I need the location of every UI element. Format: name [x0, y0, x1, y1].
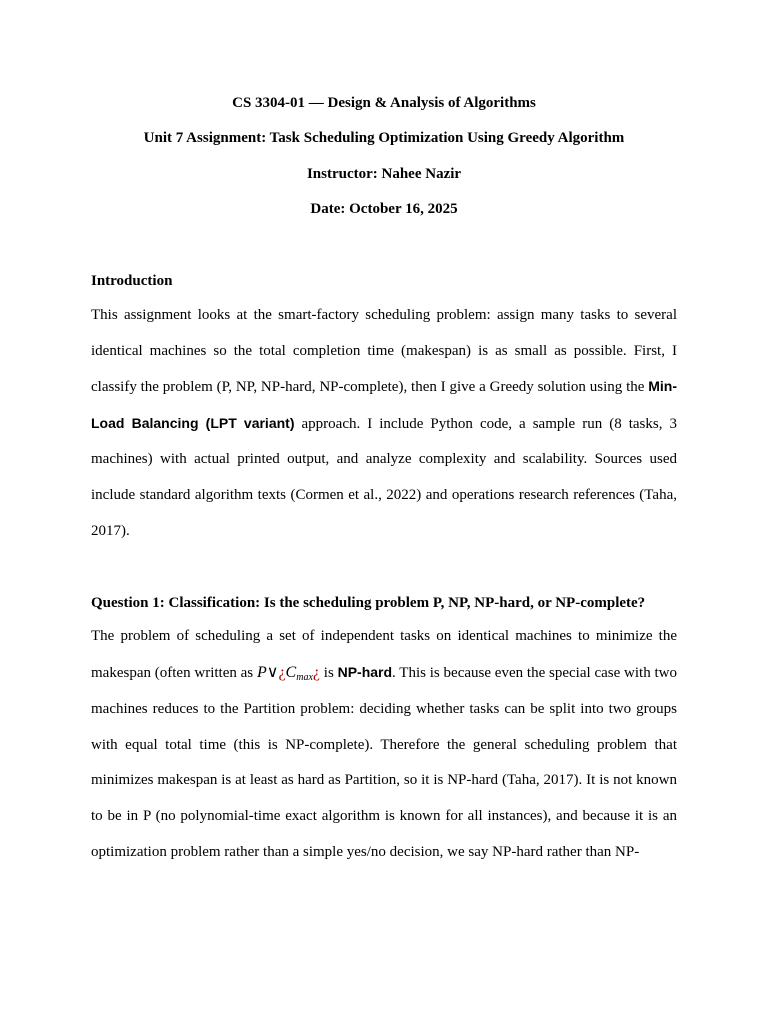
assignment-title: Unit 7 Assignment: Task Scheduling Optimization Using Greedy Algorithm [143, 130, 625, 146]
math-subscript: max [296, 671, 313, 683]
introduction-text-a: This assignment looks at the smart-factory scheduling problem: assign many tasks to several identical machines so the total completion time (makespan) is as small as possible. First, I classify the problem (P, NP, NP-hard, NP-complete), then I give a Greedy solution using the [91, 307, 677, 396]
question1-text-is: is [320, 664, 338, 681]
question1-paragraph [91, 619, 677, 870]
date-line: Date: October 16, 2025 [310, 201, 458, 217]
introduction-heading: Introduction [91, 273, 173, 289]
question1-bold-np-hard: NP-hard [337, 663, 393, 680]
math-inverted-question-2: ¿ [312, 663, 320, 681]
math-c: C [285, 663, 297, 681]
introduction-text-b: approach. I include Python code, a sample run (8 tasks, 3 machines) with actual printed output, and analyze complexity and scalability. Sources used include standard algorithm texts (Cormen et al., 2022) and operations research references (Taha, 2017). [91, 415, 677, 539]
makespan-notation [257, 664, 320, 681]
instructor-line: Instructor: Nahee Nazir [306, 166, 462, 182]
math-inverted-question-1: ¿ [278, 663, 286, 681]
question1-text-b: . This is because even the special case with two machines reduces to the Partition problem: deciding whether tasks can be split into two groups with equal total time (this is NP-complete). Therefore the general scheduling problem that minimizes makespan is at least as hard as Partition, so it is NP-hard (Taha, 2017). It is not known to be in P (no polynomial-time exact algorithm is known for all instances), and because it is an optimization problem rather than a simple yes/no decision, we say NP-hard rather than NP- [91, 664, 677, 860]
course-title: CS 3304-01 — Design & Analysis of Algorithms [232, 95, 536, 111]
math-p: P [256, 663, 267, 681]
introduction-paragraph [91, 298, 677, 549]
question1-heading: Question 1: Classification: Is the scheduling problem P, NP, NP-hard, or NP-complete? [91, 595, 646, 611]
math-or: ∨ [266, 663, 279, 681]
introduction-bold-approach: Min-Load Balancing (LPT variant) [91, 378, 677, 431]
question1-text-a: The problem of scheduling a set of independent tasks on identical machines to minimize the makespan (often written as [91, 628, 677, 681]
